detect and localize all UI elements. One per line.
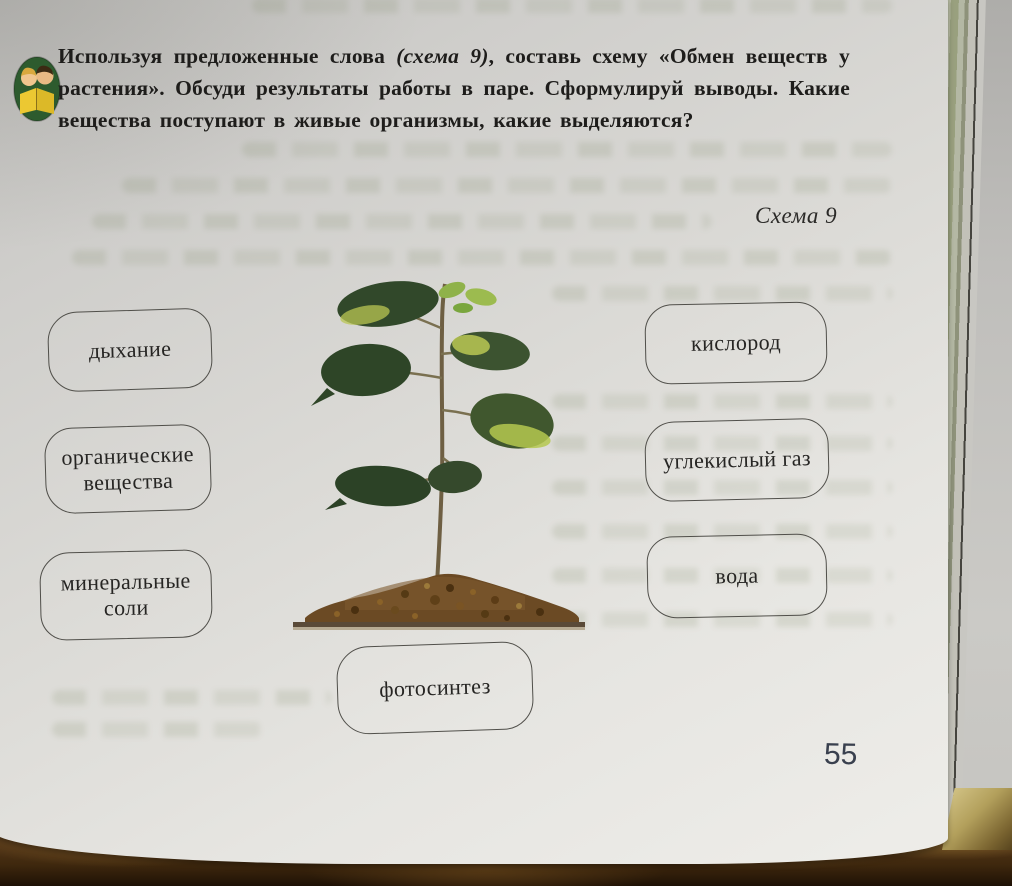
plant-seedling-photo	[285, 270, 620, 645]
page-bleed-through-line	[72, 250, 892, 265]
task-text-part2: , составь схему «Обмен веществ у растения». Обсуди результаты работы в паре. Сформулируй выводы. Какие вещества поступают в живые организмы, какие выделяются?	[58, 44, 850, 132]
page-bleed-through-line	[52, 690, 332, 705]
soil-mound	[293, 574, 585, 630]
term-box-breathing: дыхание	[47, 307, 213, 392]
page-bleed-through-line	[242, 142, 892, 157]
term-box-photosynthesis: фотосинтез	[336, 641, 535, 735]
plant-stem	[437, 284, 445, 584]
term-box-water: вода	[646, 533, 828, 619]
task-text-italic: (схема 9)	[396, 44, 489, 68]
term-box-carbon-dioxide: углекислый газ	[644, 418, 830, 502]
page-bleed-through-line	[52, 722, 262, 737]
page-bleed-through-line	[122, 178, 892, 193]
term-box-mineral-salts: минеральные соли	[39, 549, 213, 641]
page-bleed-through-line	[92, 214, 712, 229]
task-instruction	[58, 40, 850, 136]
page-number: 55	[823, 737, 858, 772]
page-bleed-through-line	[252, 0, 892, 13]
plant-leaves	[311, 275, 558, 510]
pair-work-icon	[13, 56, 61, 122]
task-text-part1: Используя предложенные слова	[58, 44, 397, 68]
figure-label: Схема 9	[755, 203, 838, 228]
term-box-organic-substances: органические вещества	[44, 424, 212, 515]
term-box-oxygen: кислород	[644, 301, 828, 384]
